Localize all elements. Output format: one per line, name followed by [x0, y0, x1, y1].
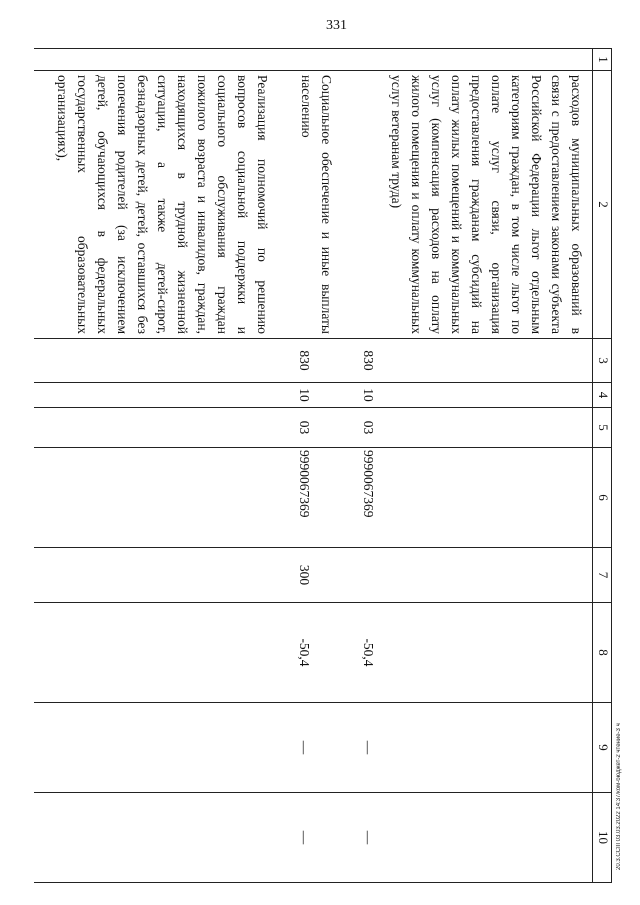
ministry-code — [35, 339, 279, 383]
header-col-7: 7 — [593, 548, 612, 603]
amount-value: -50,4 — [343, 603, 593, 703]
header-col-3: 3 — [593, 339, 612, 383]
amount-col-9 — [35, 703, 279, 793]
header-col-9: 9 — [593, 703, 612, 793]
amount-col-10: — — [343, 793, 593, 883]
ministry-code: 830 — [343, 339, 593, 383]
cell-col-1 — [35, 49, 279, 71]
header-row — [593, 49, 612, 883]
cell-col-1 — [343, 49, 593, 71]
ministry-code: 830 — [279, 339, 343, 383]
expense-type-code: 300 — [279, 548, 343, 603]
side-note — [616, 110, 626, 890]
subsection-code: 03 — [279, 408, 343, 448]
section-code: 10 — [343, 383, 593, 408]
page-number: 331 — [326, 18, 347, 33]
budget-table — [35, 48, 613, 883]
target-article-code: 9990067369 — [343, 448, 593, 548]
subsection-code — [35, 408, 279, 448]
header-col-6: 6 — [593, 448, 612, 548]
header-col-5: 5 — [593, 408, 612, 448]
row-description: Социальное обеспечение и иные выплаты населению — [279, 71, 343, 339]
amount-col-9: — — [343, 703, 593, 793]
cell-col-1 — [279, 49, 343, 71]
amount-col-10 — [35, 793, 279, 883]
header-col-4: 4 — [593, 383, 612, 408]
row-description: расходов муниципальных образований в связи с предоставлением законами субъекта Российской Федерации льгот отдельным категориям граждан, в том числе льгот по оплате услуг связи, организация предоставления гражданам субсидий на оплату жилых помещений и коммунальных услуг (компенсация расходов на оплату жилого помещения и оплату коммунальных услуг ветеранам труда) — [343, 71, 593, 339]
expense-type-code — [343, 548, 593, 603]
header-col-10: 10 — [593, 793, 612, 883]
section-code: 10 — [279, 383, 343, 408]
target-article-code — [35, 448, 279, 548]
side-note-text: 20.3.CCIII 03.03.2022 14:37/ком-бюджет-2 чтение-3 ч — [616, 723, 622, 870]
target-article-code: 9990067369 — [279, 448, 343, 548]
table-row — [35, 49, 279, 883]
amount-value — [35, 603, 279, 703]
amount-col-9: — — [279, 703, 343, 793]
budget-table-container — [55, 48, 612, 888]
header-col-1: 1 — [593, 49, 612, 71]
row-description: Реализация полномочий по решению вопросов социальной поддержки и социального обслуживания граждан пожилого возраста и инвалидов, граждан, находящихся в трудной жизненной ситуации, а также детей-сирот, безнадзорных детей, детей, оставшихся без попечения родителей (за исключением детей, обучающихся в федеральных государственных образовательных организациях), — [35, 71, 279, 339]
table-row — [279, 49, 343, 883]
amount-col-10: — — [279, 793, 343, 883]
expense-type-code — [35, 548, 279, 603]
section-code — [35, 383, 279, 408]
header-col-2: 2 — [593, 71, 612, 339]
header-col-8: 8 — [593, 603, 612, 703]
table-row — [343, 49, 593, 883]
subsection-code: 03 — [343, 408, 593, 448]
amount-value: -50,4 — [279, 603, 343, 703]
